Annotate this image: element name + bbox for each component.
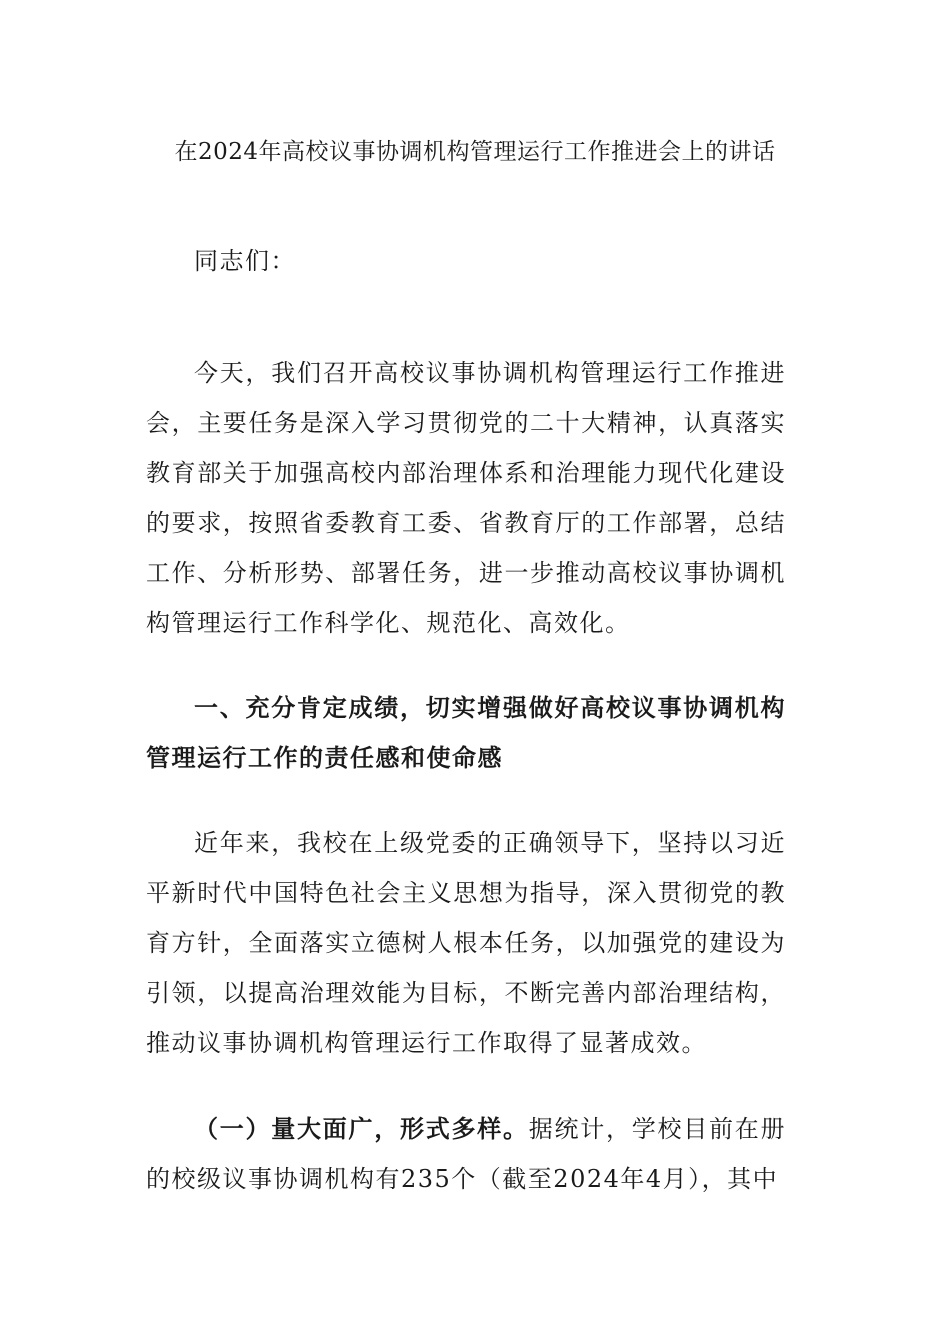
paragraph-2: 近年来，我校在上级党委的正确领导下，坚持以习近平新时代中国特色社会主义思想为指导，深入贯彻党的教育方针，全面落实立德树人根本任务，以加强党的建设为引领，以提高治理效能为目标，不断完善内部治理结构，推动议事协调机构管理运行工作取得了显著成效。 [146,829,786,1057]
greeting: 同志们： [194,247,296,275]
paragraph-3 [146,1104,786,1204]
paragraph-3-body: 据统计，学校目前在册的校级议事协调机构有235个（截至2024年4月），其中 [146,1115,786,1193]
paragraph-1: 今天，我们召开高校议事协调机构管理运行工作推进会，主要任务是深入学习贯彻党的二十大精神，认真落实教育部关于加强高校内部治理体系和治理能力现代化建设的要求，按照省委教育工委、省教育厅的工作部署，总结工作、分析形势、部署任务，进一步推动高校议事协调机构管理运行工作科学化、规范化、高效化。 [146,359,786,637]
section-1-heading: 一、充分肯定成绩，切实增强做好高校议事协调机构管理运行工作的责任感和使命感 [146,693,786,772]
paragraph-3-lead: （一）量大面广，形式多样。 [194,1114,529,1143]
document-title: 在2024年高校议事协调机构管理运行工作推进会上的讲话 [174,139,776,165]
